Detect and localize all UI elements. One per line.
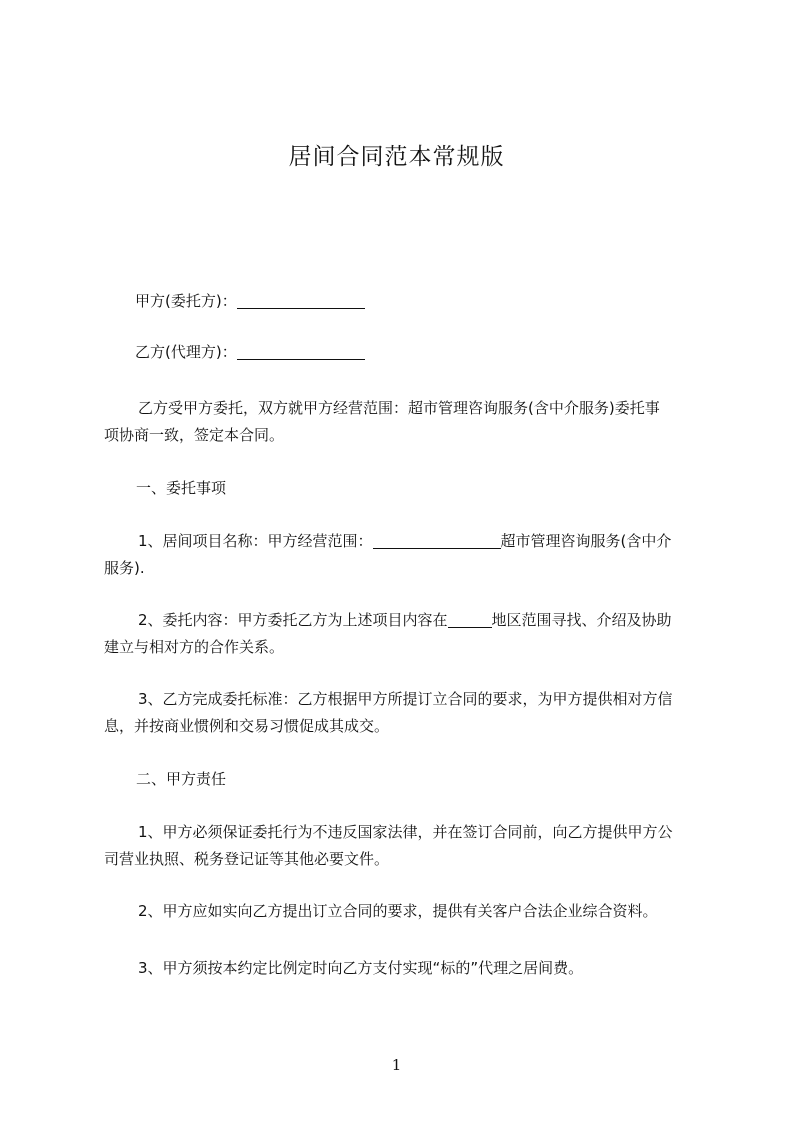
party-b-line	[135, 337, 745, 368]
party-a-line	[135, 286, 745, 317]
section-1-item-2-prefix: 2、委托内容：甲方委托乙方为上述项目内容在	[138, 611, 448, 629]
section-2-item-3: 3、甲方须按本约定比例定时向乙方支付实现“标的”代理之居间费。	[138, 959, 584, 977]
section-2-item-1-line-1: 1、甲方必须保证委托行为不违反国家法律，并在签订合同前，向乙方提供甲方公	[138, 823, 673, 841]
intro-line-1: 乙方受甲方委托，双方就甲方经营范围：超市管理咨询服务(含中介服务)委托事	[138, 399, 660, 417]
section-1-item-1-suffix: 超市管理咨询服务(含中介	[500, 532, 672, 550]
section-1-item-3-line-1: 3、乙方完成委托标准：乙方根据甲方所提订立合同的要求，为甲方提供相对方信	[138, 690, 673, 708]
section-1-item-1-line-2: 服务).	[104, 559, 145, 577]
party-a-label: 甲方(委托方)：	[135, 292, 237, 310]
page-number: 1	[391, 1056, 402, 1074]
section-1-item-2-suffix: 地区范围寻找、介绍及协助	[491, 611, 672, 629]
region-blank	[448, 610, 492, 628]
section-2-item-2: 2、甲方应如实向乙方提出订立合同的要求，提供有关客户合法企业综合资料。	[138, 902, 658, 920]
section-1-item-3-line-2: 息，并按商业惯例和交易习惯促成其成交。	[104, 717, 390, 735]
party-b-blank	[237, 342, 365, 360]
section-2-item-1-line-2: 司营业执照、税务登记证等其他必要文件。	[104, 850, 390, 868]
section-1-item-2-line-2: 建立与相对方的合作关系。	[104, 638, 285, 656]
party-a-blank	[237, 291, 365, 309]
party-b-label: 乙方(代理方)：	[135, 343, 237, 361]
document-title: 居间合同范本常规版	[288, 144, 505, 170]
section-1-heading: 一、委托事项	[136, 479, 227, 497]
intro-line-2: 项协商一致，签定本合同。	[104, 426, 285, 444]
section-2-heading: 二、甲方责任	[136, 770, 227, 788]
project-scope-blank	[373, 531, 501, 549]
section-1-item-1-prefix: 1、居间项目名称：甲方经营范围：	[138, 532, 373, 550]
